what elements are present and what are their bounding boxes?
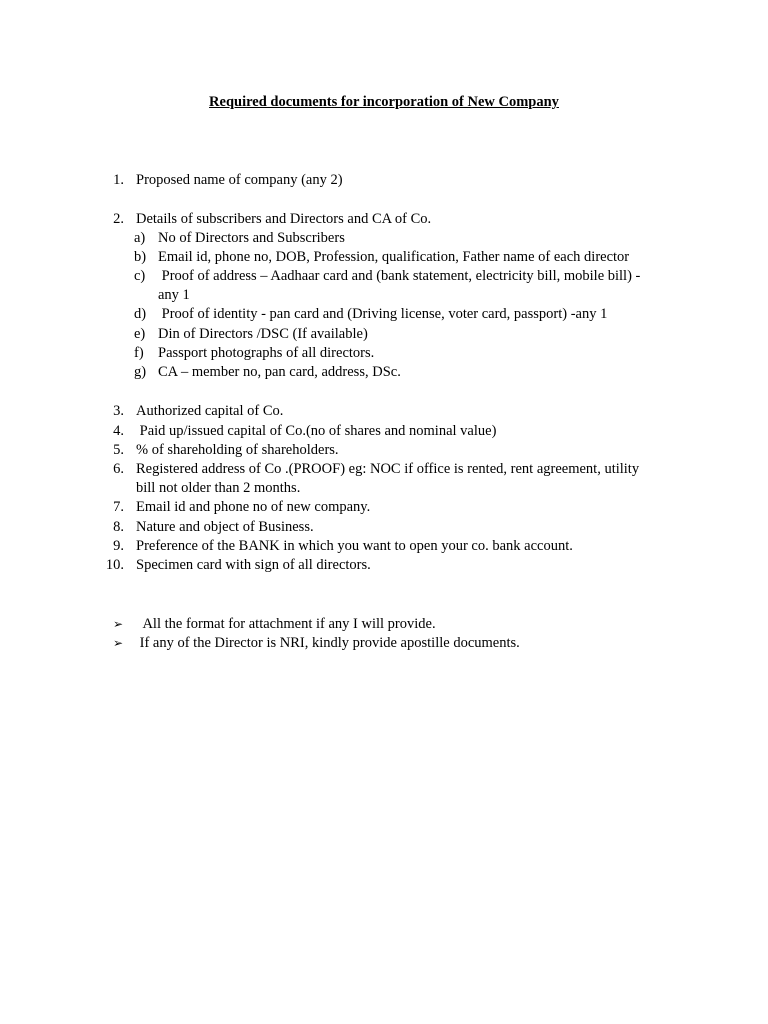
list-text: Email id and phone no of new company. (136, 499, 371, 515)
list-number: 2. (113, 211, 124, 227)
list-number: 3. (113, 403, 124, 419)
list-number: 8. (113, 519, 124, 535)
sub-list-text: Din of Directors /DSC (If available) (158, 326, 368, 342)
list-text: Proposed name of company (any 2) (136, 172, 343, 188)
list-number: 10. (105, 557, 124, 573)
arrowhead-bullet-icon: ➢ (113, 617, 124, 631)
sub-list-marker: g) (134, 364, 147, 380)
sub-list-text: any 1 (158, 287, 190, 303)
page-title: Required documents for incorporation of New Company (209, 94, 559, 110)
arrowhead-bullet-icon: ➢ (113, 636, 124, 650)
list-text: Registered address of Co .(PROOF) eg: NOC if office is rented, rent agreement, utility (136, 461, 640, 477)
sub-list-text: No of Directors and Subscribers (158, 230, 345, 246)
sub-list-text: Email id, phone no, DOB, Profession, qualification, Father name of each director (158, 249, 630, 265)
sub-list-marker: a) (134, 230, 146, 246)
list-number: 5. (113, 442, 124, 458)
bullet-text: If any of the Director is NRI, kindly provide apostille documents. (136, 635, 520, 651)
sub-list-text: Proof of address – Aadhaar card and (bank statement, electricity bill, mobile bill) - (158, 268, 641, 284)
sub-list-marker: b) (134, 249, 147, 265)
list-number: 7. (113, 499, 124, 515)
sub-list-marker: d) (134, 306, 147, 322)
list-text: Authorized capital of Co. (136, 403, 284, 419)
list-text: % of shareholding of shareholders. (136, 442, 339, 458)
sub-list-marker: c) (134, 268, 146, 284)
list-text: Paid up/issued capital of Co.(no of shares and nominal value) (136, 423, 497, 439)
list-text: Details of subscribers and Directors and CA of Co. (136, 211, 432, 227)
sub-list-marker: f) (134, 345, 144, 361)
list-number: 9. (113, 538, 124, 554)
list-number: 4. (113, 423, 124, 439)
bullet-text: All the format for attachment if any I will provide. (136, 616, 436, 632)
sub-list-text: CA – member no, pan card, address, DSc. (158, 364, 401, 380)
list-text: Specimen card with sign of all directors. (136, 557, 371, 573)
list-text: Nature and object of Business. (136, 519, 314, 535)
sub-list-text: Proof of identity - pan card and (Driving license, voter card, passport) -any 1 (158, 306, 608, 322)
list-text: bill not older than 2 months. (136, 480, 301, 496)
list-text: Preference of the BANK in which you want to open your co. bank account. (136, 538, 573, 554)
list-number: 1. (113, 172, 124, 188)
sub-list-marker: e) (134, 326, 146, 342)
sub-list-text: Passport photographs of all directors. (158, 345, 375, 361)
list-number: 6. (113, 461, 124, 477)
